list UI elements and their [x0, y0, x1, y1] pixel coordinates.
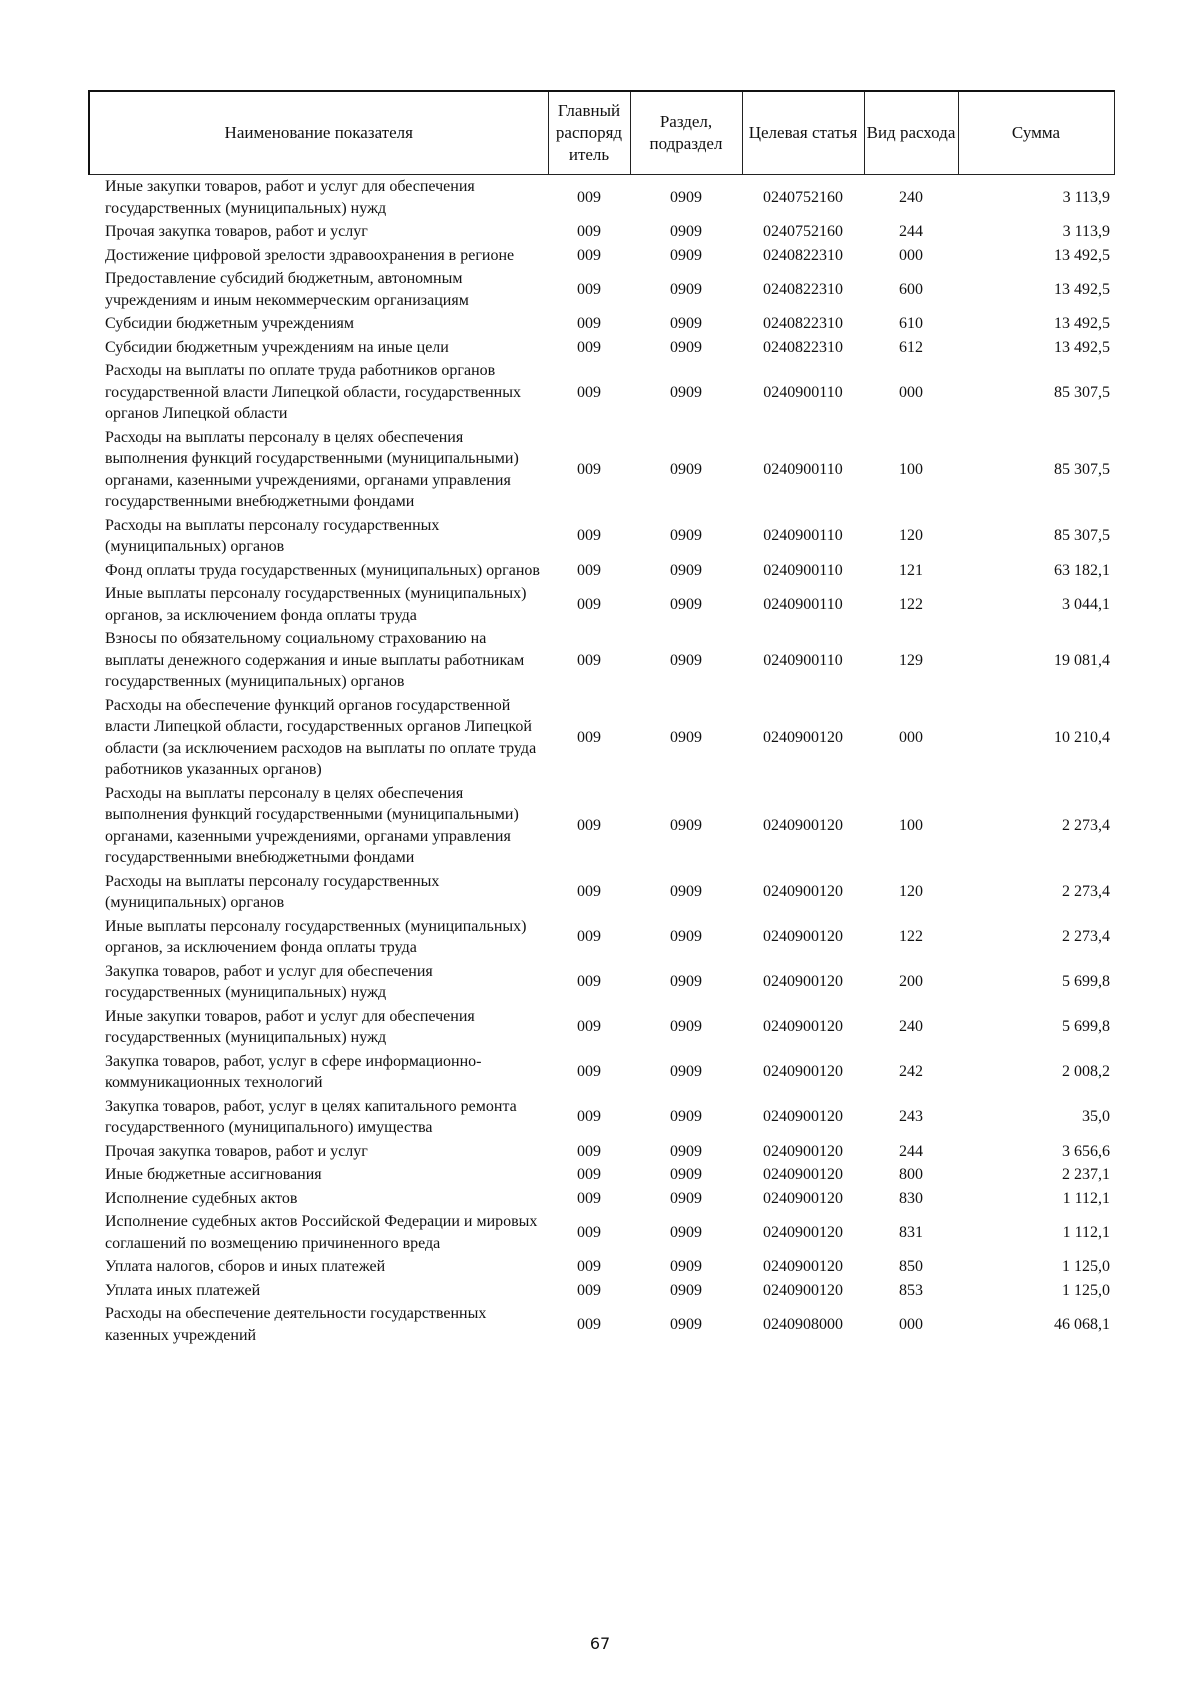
- budget-table-sheet: [88, 90, 1113, 1347]
- row-tselevaya-cell: 0240900120: [763, 1258, 843, 1275]
- table-row: [89, 694, 1114, 782]
- row-glavny-cell: 009: [577, 1166, 601, 1183]
- table-body: [89, 175, 1114, 1348]
- row-glavny-cell: 009: [577, 595, 601, 613]
- row-name-cell: Уплата налогов, сборов и иных платежей: [105, 1258, 386, 1275]
- row-razdel-cell: 0909: [670, 1018, 702, 1036]
- row-sum-cell: 1 125,0: [1062, 1281, 1110, 1299]
- row-vid-cell: 120: [899, 527, 923, 545]
- row-sum-cell: 2 273,4: [1062, 928, 1110, 946]
- table-row: [89, 960, 1114, 1005]
- row-razdel-cell: 0909: [670, 883, 702, 901]
- row-razdel-cell: 0909: [670, 928, 702, 946]
- row-vid-cell: 240: [899, 1018, 923, 1036]
- row-razdel-cell: 0909: [670, 973, 702, 991]
- row-sum-cell: 3 044,1: [1062, 595, 1110, 613]
- row-name-cell: Закупка товаров, работ, услуг в целях капитального ремонта государственного (муниципального) имущества: [105, 1097, 517, 1136]
- row-razdel-cell: 0909: [670, 561, 702, 579]
- row-tselevaya-cell: 0240908000: [763, 1315, 843, 1333]
- row-tselevaya-cell: 0240900120: [763, 883, 843, 901]
- row-name-cell: Расходы на выплаты персоналу государственных (муниципальных) органов: [105, 872, 440, 911]
- header-name: Наименование показателя: [89, 91, 548, 175]
- row-tselevaya-cell: 0240900120: [763, 1281, 843, 1299]
- row-glavny-cell: 009: [577, 223, 601, 240]
- row-sum-cell: 2 273,4: [1062, 883, 1110, 901]
- table-row: [89, 559, 1114, 583]
- row-sum-cell: 2 008,2: [1062, 1063, 1110, 1081]
- header-razdel: Раздел, подраздел: [630, 91, 742, 175]
- row-sum-cell: 85 307,5: [1054, 383, 1110, 401]
- row-razdel-cell: 0909: [670, 1258, 702, 1275]
- row-tselevaya-cell: 0240822310: [763, 280, 843, 298]
- row-tselevaya-cell: 0240900120: [763, 728, 843, 746]
- row-vid-cell: 122: [899, 928, 923, 946]
- row-glavny-cell: 009: [577, 246, 601, 264]
- page-number: 67: [589, 1634, 611, 1653]
- row-sum-cell: 85 307,5: [1054, 460, 1110, 478]
- row-glavny-cell: 009: [577, 315, 601, 332]
- row-glavny-cell: 009: [577, 816, 601, 834]
- row-glavny-cell: 009: [577, 527, 601, 545]
- row-vid-cell: 121: [899, 561, 923, 579]
- row-sum-cell: 1 125,0: [1062, 1258, 1110, 1275]
- row-vid-cell: 100: [899, 816, 923, 834]
- row-tselevaya-cell: 0240900110: [763, 460, 843, 478]
- row-glavny-cell: 009: [577, 383, 601, 401]
- row-glavny-cell: 009: [577, 883, 601, 901]
- row-razdel-cell: 0909: [670, 383, 702, 401]
- row-vid-cell: 612: [899, 338, 923, 356]
- row-razdel-cell: 0909: [670, 1189, 702, 1207]
- table-row: [89, 1279, 1114, 1303]
- row-sum-cell: 13 492,5: [1054, 338, 1110, 356]
- row-tselevaya-cell: 0240752160: [763, 188, 843, 206]
- row-vid-cell: 100: [899, 460, 923, 478]
- row-vid-cell: 000: [899, 1315, 923, 1333]
- row-name-cell: Расходы на выплаты персоналу в целях обеспечения выполнения функций государственными (муниципальными) органами, казенными учреждениями, органами управления государственными внебюджетными фондами: [105, 428, 519, 510]
- row-tselevaya-cell: 0240752160: [763, 223, 843, 240]
- row-sum-cell: 5 699,8: [1062, 973, 1110, 991]
- row-glavny-cell: 009: [577, 188, 601, 206]
- row-glavny-cell: 009: [577, 1189, 601, 1207]
- row-glavny-cell: 009: [577, 1018, 601, 1036]
- row-razdel-cell: 0909: [670, 816, 702, 834]
- row-razdel-cell: 0909: [670, 1166, 702, 1183]
- row-name-cell: Иные выплаты персоналу государственных (муниципальных) органов, за исключением фонда оплаты труда: [105, 585, 527, 624]
- header-vid: Вид расхода: [864, 91, 958, 175]
- row-sum-cell: 1 112,1: [1062, 1223, 1110, 1241]
- row-glavny-cell: 009: [577, 1281, 601, 1299]
- table-row: [89, 1005, 1114, 1050]
- table-row: [89, 582, 1114, 627]
- row-tselevaya-cell: 0240900110: [763, 561, 843, 579]
- row-tselevaya-cell: 0240822310: [763, 246, 843, 264]
- row-glavny-cell: 009: [577, 460, 601, 478]
- row-name-cell: Исполнение судебных актов Российской Федерации и мировых соглашений по возмещению причиненного вреда: [105, 1213, 538, 1252]
- table-row: [89, 782, 1114, 870]
- row-razdel-cell: 0909: [670, 188, 702, 206]
- row-razdel-cell: 0909: [670, 1281, 702, 1299]
- row-tselevaya-cell: 0240900110: [763, 383, 843, 401]
- row-name-cell: Фонд оплаты труда государственных (муниципальных) органов: [105, 561, 540, 579]
- row-razdel-cell: 0909: [670, 460, 702, 478]
- row-tselevaya-cell: 0240900120: [763, 1189, 843, 1207]
- row-name-cell: Расходы на выплаты персоналу в целях обеспечения выполнения функций государственными (муниципальными) органами, казенными учреждениями, органами управления государственными внебюджетными фондами: [105, 784, 519, 866]
- row-vid-cell: 000: [899, 383, 923, 401]
- row-sum-cell: 3 113,9: [1062, 188, 1110, 206]
- row-sum-cell: 2 273,4: [1062, 816, 1110, 834]
- row-sum-cell: 1 112,1: [1062, 1189, 1110, 1207]
- table-row: [89, 1187, 1114, 1211]
- row-name-cell: Уплата иных платежей: [105, 1281, 261, 1299]
- row-sum-cell: 35,0: [1082, 1108, 1110, 1126]
- row-razdel-cell: 0909: [670, 338, 702, 356]
- row-razdel-cell: 0909: [670, 527, 702, 545]
- table-row: [89, 426, 1114, 514]
- row-name-cell: Предоставление субсидий бюджетным, автономным учреждениям и иным некоммерческим организациям: [105, 270, 469, 309]
- row-tselevaya-cell: 0240900120: [763, 1142, 843, 1160]
- row-vid-cell: 244: [899, 223, 923, 240]
- row-tselevaya-cell: 0240900120: [763, 928, 843, 946]
- table-row: [89, 359, 1114, 426]
- row-tselevaya-cell: 0240900120: [763, 1108, 843, 1126]
- row-vid-cell: 850: [899, 1258, 923, 1275]
- row-tselevaya-cell: 0240900110: [763, 527, 843, 545]
- row-vid-cell: 600: [899, 280, 923, 298]
- row-tselevaya-cell: 0240900120: [763, 1063, 843, 1081]
- row-tselevaya-cell: 0240900120: [763, 1223, 843, 1241]
- row-sum-cell: 5 699,8: [1062, 1018, 1110, 1036]
- table-row: [89, 312, 1114, 336]
- row-tselevaya-cell: 0240900120: [763, 1166, 843, 1183]
- table-row: [89, 870, 1114, 915]
- row-vid-cell: 243: [899, 1108, 923, 1126]
- header-glavny: Главный распоряд итель: [548, 91, 630, 175]
- table-row: [89, 336, 1114, 360]
- row-name-cell: Иные выплаты персоналу государственных (муниципальных) органов, за исключением фонда оплаты труда: [105, 917, 527, 956]
- row-razdel-cell: 0909: [670, 280, 702, 298]
- row-tselevaya-cell: 0240900120: [763, 1018, 843, 1036]
- row-vid-cell: 000: [899, 246, 923, 264]
- row-tselevaya-cell: 0240900120: [763, 816, 843, 834]
- budget-table: [88, 90, 1115, 1347]
- row-glavny-cell: 009: [577, 973, 601, 991]
- row-sum-cell: 13 492,5: [1054, 315, 1110, 332]
- row-name-cell: Расходы на обеспечение функций органов государственной власти Липецкой области, государственных органов Липецкой области (за исключением расходов на выплаты по оплате труда работников указанных органов): [105, 696, 537, 778]
- row-name-cell: Иные закупки товаров, работ и услуг для обеспечения государственных (муниципальных) нужд: [105, 178, 475, 217]
- row-name-cell: Закупка товаров, работ, услуг в сфере информационно-коммуникационных технологий: [105, 1052, 482, 1091]
- row-vid-cell: 853: [899, 1281, 923, 1299]
- row-vid-cell: 120: [899, 883, 923, 901]
- row-sum-cell: 13 492,5: [1054, 246, 1110, 264]
- row-vid-cell: 610: [899, 315, 923, 332]
- row-vid-cell: 830: [899, 1189, 923, 1207]
- table-header: [89, 91, 1114, 175]
- table-row: [89, 1302, 1114, 1347]
- row-razdel-cell: 0909: [670, 315, 702, 332]
- row-name-cell: Иные бюджетные ассигнования: [105, 1166, 322, 1183]
- table-row: [89, 220, 1114, 244]
- row-sum-cell: 3 113,9: [1062, 223, 1110, 240]
- header-tselevaya: Целевая статья: [742, 91, 864, 175]
- table-row: [89, 915, 1114, 960]
- row-sum-cell: 63 182,1: [1054, 561, 1110, 579]
- row-sum-cell: 46 068,1: [1054, 1315, 1110, 1333]
- table-row: [89, 1095, 1114, 1140]
- row-sum-cell: 2 237,1: [1062, 1166, 1110, 1183]
- table-row: [89, 175, 1114, 221]
- row-tselevaya-cell: 0240822310: [763, 315, 843, 332]
- table-row: [89, 1163, 1114, 1187]
- row-razdel-cell: 0909: [670, 1108, 702, 1126]
- table-row: [89, 627, 1114, 694]
- row-vid-cell: 244: [899, 1142, 923, 1160]
- row-razdel-cell: 0909: [670, 223, 702, 240]
- row-razdel-cell: 0909: [670, 1142, 702, 1160]
- row-sum-cell: 19 081,4: [1054, 651, 1110, 669]
- table-row: [89, 267, 1114, 312]
- row-name-cell: Прочая закупка товаров, работ и услуг: [105, 223, 368, 240]
- row-glavny-cell: 009: [577, 1223, 601, 1241]
- row-tselevaya-cell: 0240900110: [763, 651, 843, 669]
- row-sum-cell: 10 210,4: [1054, 728, 1110, 746]
- row-glavny-cell: 009: [577, 280, 601, 298]
- row-name-cell: Субсидии бюджетным учреждениям на иные цели: [105, 338, 449, 356]
- table-row: [89, 1140, 1114, 1164]
- table-row: [89, 1255, 1114, 1279]
- table-row: [89, 244, 1114, 268]
- row-sum-cell: 85 307,5: [1054, 527, 1110, 545]
- row-glavny-cell: 009: [577, 1258, 601, 1275]
- row-name-cell: Иные закупки товаров, работ и услуг для обеспечения государственных (муниципальных) нужд: [105, 1007, 475, 1046]
- row-name-cell: Достижение цифровой зрелости здравоохранения в регионе: [105, 246, 515, 264]
- row-vid-cell: 831: [899, 1223, 923, 1241]
- row-razdel-cell: 0909: [670, 1063, 702, 1081]
- row-name-cell: Прочая закупка товаров, работ и услуг: [105, 1142, 368, 1160]
- row-name-cell: Субсидии бюджетным учреждениям: [105, 315, 354, 332]
- row-tselevaya-cell: 0240900120: [763, 973, 843, 991]
- row-name-cell: Закупка товаров, работ и услуг для обеспечения государственных (муниципальных) нужд: [105, 962, 433, 1001]
- row-name-cell: Расходы на выплаты по оплате труда работников органов государственной власти Липецкой области, государственных органов Липецкой области: [105, 362, 521, 422]
- row-tselevaya-cell: 0240900110: [763, 595, 843, 613]
- table-row: [89, 514, 1114, 559]
- row-sum-cell: 13 492,5: [1054, 280, 1110, 298]
- row-vid-cell: 129: [899, 651, 923, 669]
- row-glavny-cell: 009: [577, 728, 601, 746]
- row-name-cell: Исполнение судебных актов: [105, 1189, 298, 1207]
- row-name-cell: Расходы на выплаты персоналу государственных (муниципальных) органов: [105, 516, 440, 555]
- row-glavny-cell: 009: [577, 338, 601, 356]
- row-glavny-cell: 009: [577, 928, 601, 946]
- row-vid-cell: 240: [899, 188, 923, 206]
- row-razdel-cell: 0909: [670, 728, 702, 746]
- row-name-cell: Расходы на обеспечение деятельности государственных казенных учреждений: [105, 1305, 487, 1344]
- row-glavny-cell: 009: [577, 1315, 601, 1333]
- row-vid-cell: 200: [899, 973, 923, 991]
- row-razdel-cell: 0909: [670, 595, 702, 613]
- row-glavny-cell: 009: [577, 1142, 601, 1160]
- row-vid-cell: 000: [899, 728, 923, 746]
- row-vid-cell: 122: [899, 595, 923, 613]
- row-vid-cell: 242: [899, 1063, 923, 1081]
- table-row: [89, 1050, 1114, 1095]
- row-glavny-cell: 009: [577, 561, 601, 579]
- row-glavny-cell: 009: [577, 651, 601, 669]
- table-row: [89, 1210, 1114, 1255]
- row-razdel-cell: 0909: [670, 246, 702, 264]
- row-glavny-cell: 009: [577, 1063, 601, 1081]
- row-tselevaya-cell: 0240822310: [763, 338, 843, 356]
- row-name-cell: Взносы по обязательному социальному страхованию на выплаты денежного содержания и иные выплаты работникам государственных (муниципальных) органов: [105, 630, 525, 690]
- row-vid-cell: 800: [899, 1166, 923, 1183]
- row-glavny-cell: 009: [577, 1108, 601, 1126]
- row-sum-cell: 3 656,6: [1062, 1142, 1110, 1160]
- row-razdel-cell: 0909: [670, 1223, 702, 1241]
- row-razdel-cell: 0909: [670, 651, 702, 669]
- row-razdel-cell: 0909: [670, 1315, 702, 1333]
- header-summa: Сумма: [958, 91, 1114, 175]
